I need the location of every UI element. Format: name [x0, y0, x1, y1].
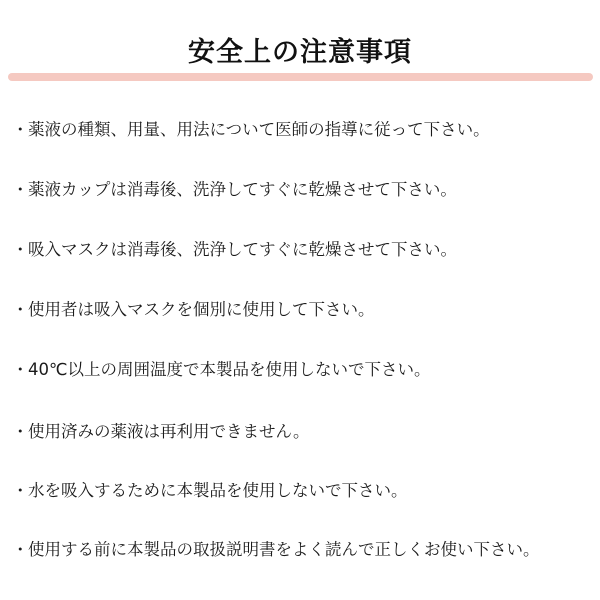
- precaution-item-dosage: [12, 117, 596, 143]
- precaution-item-read-manual: [12, 537, 596, 563]
- precaution-text: 使用済みの薬液は再利用できません。: [28, 422, 310, 441]
- precaution-item-no-reuse: [12, 419, 596, 445]
- precaution-text: 40℃以上の周囲温度で本製品を使用しないで下さい。: [28, 360, 431, 379]
- bullet-mark: ・: [12, 120, 29, 139]
- precaution-item-mask-cleaning: [12, 237, 596, 263]
- precaution-text: 水を吸入するために本製品を使用しないで下さい。: [28, 481, 408, 500]
- precaution-text: 使用する前に本製品の取扱説明書をよく読んで正しくお使い下さい。: [28, 540, 540, 559]
- precaution-item-temperature: [12, 357, 596, 383]
- bullet-mark: ・: [12, 180, 29, 199]
- bullet-mark: ・: [12, 360, 29, 379]
- bullet-mark: ・: [12, 540, 29, 559]
- precaution-text: 吸入マスクは消毒後、洗浄してすぐに乾燥させて下さい。: [28, 240, 457, 259]
- bullet-mark: ・: [12, 422, 29, 441]
- bullet-mark: ・: [12, 240, 29, 259]
- precaution-text: 使用者は吸入マスクを個別に使用して下さい。: [28, 300, 375, 319]
- precaution-item-cup-cleaning: [12, 177, 596, 203]
- precaution-text: 薬液の種類、用量、用法について医師の指導に従って下さい。: [28, 120, 490, 139]
- precaution-item-no-water: [12, 478, 596, 504]
- page-title: 安全上の注意事項: [188, 37, 412, 68]
- precaution-item-individual-mask: [12, 297, 596, 323]
- bullet-mark: ・: [12, 300, 29, 319]
- precaution-text: 薬液カップは消毒後、洗浄してすぐに乾燥させて下さい。: [28, 180, 457, 199]
- bullet-mark: ・: [12, 481, 29, 500]
